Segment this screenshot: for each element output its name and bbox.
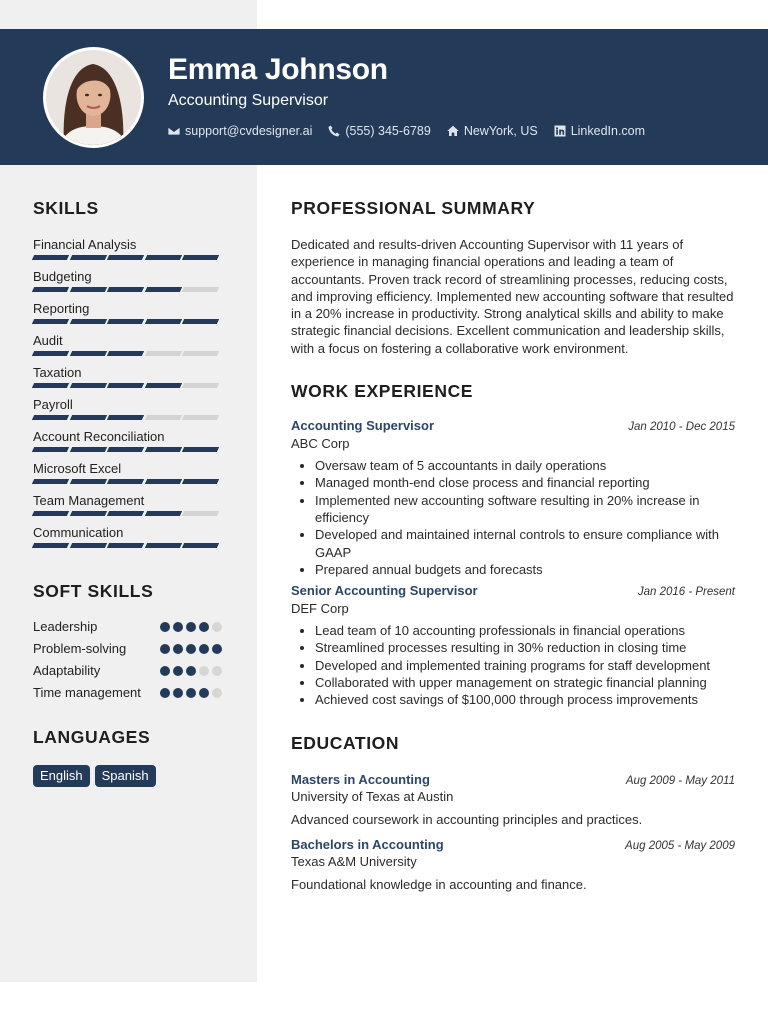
job-bullet: • Implemented new accounting software resulting in 20% increase in efficiency [315, 492, 735, 527]
job-role: Senior Accounting Supervisor [291, 583, 478, 599]
soft-skill-rating [160, 688, 222, 698]
skill-level-segment [182, 351, 219, 356]
skill-level-segment [182, 287, 219, 292]
skill-level-bar [33, 383, 223, 388]
job-entry [291, 583, 735, 708]
skill-level-bar [33, 447, 223, 452]
skill-level-segment [107, 511, 144, 516]
avatar [43, 47, 144, 148]
skill-level-segment [32, 287, 69, 292]
contact-email-text: support@cvdesigner.ai [185, 124, 313, 138]
skill-level-segment [107, 319, 144, 324]
soft-skill-item [33, 618, 223, 635]
skill-item [33, 429, 223, 461]
skill-name: Audit [33, 333, 63, 348]
skill-level-segment [144, 255, 181, 260]
rating-dot [212, 666, 222, 676]
soft-skill-item [33, 662, 223, 679]
job-bullets [291, 622, 735, 708]
skill-level-bar [33, 255, 223, 260]
resume-header [0, 29, 768, 165]
rating-dot [160, 688, 170, 698]
phone-icon [328, 125, 340, 137]
education-header [291, 772, 735, 787]
skill-level-segment [144, 511, 181, 516]
degree-dates: Aug 2009 - May 2011 [625, 774, 735, 787]
summary-text: Dedicated and results-driven Accounting Supervisor with 11 years of experience in managing financial operations and leading a team of accountants. Proven track record of streamlining processes, reducing costs, and improving efficiency. Implemented new accounting software that resulted in a 20% increase in productivity. Strong analytical skills and ability to make strategic financial decisions. Excellent communication and leadership skills, with a focus on fostering a collaborative work environment. [291, 237, 734, 356]
degree-description: Advanced coursework in accounting principles and practices. [291, 811, 643, 827]
education-section [291, 733, 735, 893]
skill-level-bar [33, 351, 223, 356]
job-bullet: • Developed and implemented training programs for staff development [315, 657, 735, 674]
skill-level-segment [69, 287, 106, 292]
rating-dot [186, 666, 196, 676]
job-header [291, 418, 735, 433]
degree-name: Bachelors in Accounting [291, 836, 444, 852]
skill-item [33, 269, 223, 301]
skill-level-segment [32, 383, 69, 388]
skill-level-segment [32, 255, 69, 260]
languages-section [33, 727, 223, 787]
rating-dot [186, 644, 196, 654]
skill-item [33, 493, 223, 525]
soft-skill-name: Time management [33, 685, 141, 700]
candidate-name: Emma Johnson [168, 53, 388, 86]
skill-level-segment [69, 255, 106, 260]
education-list [291, 772, 735, 893]
contact-location-text: NewYork, US [463, 124, 538, 138]
skill-level-bar [33, 511, 223, 516]
skill-item [33, 237, 223, 269]
skill-level-bar [33, 543, 223, 548]
skill-item [33, 333, 223, 365]
contact-linkedin[interactable] [554, 124, 645, 138]
skill-level-segment [144, 383, 181, 388]
skill-item [33, 461, 223, 493]
skill-level-bar [33, 287, 223, 292]
skill-level-segment [107, 447, 144, 452]
job-bullet: • Managed month-end close process and financial reporting [315, 474, 735, 491]
skill-level-bar [33, 319, 223, 324]
rating-dot [199, 622, 209, 632]
skill-level-bar [33, 415, 223, 420]
skill-level-segment [144, 287, 181, 292]
skill-level-bar [33, 479, 223, 484]
skill-level-segment [32, 415, 69, 420]
skills-title: SKILLS [33, 198, 99, 218]
envelope-icon [168, 125, 180, 137]
soft-skill-name: Adaptability [33, 663, 101, 678]
education-title: EDUCATION [291, 732, 400, 753]
soft-skill-name: Leadership [33, 619, 98, 634]
soft-skill-name: Problem-solving [33, 641, 127, 656]
soft-skill-rating [160, 644, 222, 654]
skill-level-segment [182, 511, 219, 516]
soft-skill-item [33, 684, 223, 701]
soft-skills-section [33, 581, 223, 701]
skill-level-segment [69, 511, 106, 516]
job-bullet: • Lead team of 10 accounting professionals in financial operations [315, 622, 735, 639]
contact-linkedin-text: LinkedIn.com [570, 124, 646, 138]
rating-dot [212, 622, 222, 632]
rating-dot [199, 688, 209, 698]
job-bullet: • Streamlined processes resulting in 30% reduction in closing time [315, 639, 735, 656]
rating-dot [186, 688, 196, 698]
sidebar [33, 198, 223, 787]
languages-list [33, 765, 223, 787]
job-dates: Jan 2010 - Dec 2015 [628, 421, 735, 434]
rating-dot [212, 644, 222, 654]
skill-level-segment [107, 543, 144, 548]
job-company: ABC Corp [291, 436, 350, 452]
rating-dot [160, 666, 170, 676]
job-bullet: • Prepared annual budgets and forecasts [315, 561, 735, 578]
skill-level-segment [32, 319, 69, 324]
skill-level-segment [182, 543, 219, 548]
profile-photo [46, 50, 141, 145]
job-bullets [291, 457, 735, 578]
job-role: Accounting Supervisor [291, 418, 435, 434]
skill-level-segment [182, 479, 219, 484]
language-badge: Spanish [95, 765, 156, 787]
language-badge: English [33, 765, 90, 787]
rating-dot [160, 644, 170, 654]
skill-level-segment [182, 447, 219, 452]
skill-level-segment [107, 287, 144, 292]
degree-dates: Aug 2005 - May 2009 [625, 839, 735, 852]
education-header [291, 837, 735, 852]
skill-level-segment [182, 255, 219, 260]
skill-level-segment [32, 447, 69, 452]
degree-description: Foundational knowledge in accounting and finance. [291, 876, 587, 892]
skill-name: Reporting [33, 301, 90, 316]
skill-level-segment [69, 319, 106, 324]
contact-email[interactable] [168, 124, 312, 138]
contact-location [447, 124, 538, 138]
soft-skill-item [33, 640, 223, 657]
candidate-title: Accounting Supervisor [168, 92, 329, 109]
rating-dot [173, 666, 183, 676]
skill-level-segment [69, 543, 106, 548]
skill-level-segment [32, 351, 69, 356]
job-company: DEF Corp [291, 601, 349, 617]
summary-title: PROFESSIONAL SUMMARY [291, 198, 536, 218]
skill-item [33, 301, 223, 333]
work-section [291, 381, 735, 709]
linkedin-icon [554, 125, 566, 137]
skill-level-segment [182, 415, 219, 420]
soft-skills-title: SOFT SKILLS [33, 581, 154, 601]
skill-level-segment [69, 383, 106, 388]
rating-dot [186, 622, 196, 632]
rating-dot [199, 644, 209, 654]
rating-dot [199, 666, 209, 676]
soft-skill-rating [160, 622, 222, 632]
skill-level-segment [107, 351, 144, 356]
degree-name: Masters in Accounting [291, 771, 430, 787]
skill-item [33, 365, 223, 397]
skill-name: Account Reconciliation [33, 429, 165, 444]
skill-name: Communication [33, 525, 124, 540]
soft-skills-list [33, 618, 223, 701]
skill-item [33, 525, 223, 557]
skill-level-segment [107, 383, 144, 388]
contact-list [168, 124, 645, 138]
skill-level-segment [144, 415, 181, 420]
skill-level-segment [107, 415, 144, 420]
job-bullet: • Achieved cost savings of $100,000 through process improvements [315, 691, 735, 708]
work-title: WORK EXPERIENCE [291, 381, 474, 402]
job-entry [291, 418, 735, 578]
skill-level-segment [69, 415, 106, 420]
school-name: University of Texas at Austin [291, 788, 454, 804]
soft-skill-rating [160, 666, 222, 676]
skill-level-segment [32, 479, 69, 484]
job-header [291, 583, 735, 598]
main-content [291, 198, 735, 893]
rating-dot [160, 622, 170, 632]
skill-level-segment [182, 319, 219, 324]
rating-dot [173, 622, 183, 632]
rating-dot [173, 688, 183, 698]
skill-level-segment [144, 479, 181, 484]
rating-dot [212, 688, 222, 698]
skill-item [33, 397, 223, 429]
skill-level-segment [107, 255, 144, 260]
skill-name: Team Management [33, 493, 145, 508]
school-name: Texas A&M University [291, 853, 417, 869]
skill-level-segment [144, 543, 181, 548]
skill-name: Taxation [33, 365, 82, 380]
skill-level-segment [144, 319, 181, 324]
job-bullet: • Developed and maintained internal controls to ensure compliance with GAAP [315, 526, 735, 561]
jobs-list [291, 418, 735, 709]
skill-level-segment [32, 511, 69, 516]
skill-level-segment [32, 543, 69, 548]
skill-level-segment [69, 447, 106, 452]
education-entry [291, 837, 735, 893]
contact-phone[interactable] [328, 124, 430, 138]
job-bullet: • Collaborated with upper management on strategic financial planning [315, 674, 735, 691]
skill-name: Budgeting [33, 269, 92, 284]
skill-level-segment [144, 447, 181, 452]
skill-name: Microsoft Excel [33, 461, 122, 476]
rating-dot [173, 644, 183, 654]
skill-name: Financial Analysis [33, 237, 137, 252]
job-dates: Jan 2016 - Present [637, 586, 735, 599]
skill-level-segment [182, 383, 219, 388]
home-icon [447, 125, 459, 137]
education-entry [291, 772, 735, 828]
skill-level-segment [69, 351, 106, 356]
skill-name: Payroll [33, 397, 73, 412]
skills-list [33, 237, 223, 557]
languages-title: LANGUAGES [33, 727, 151, 747]
contact-phone-text: (555) 345-6789 [345, 124, 431, 138]
skill-level-segment [144, 351, 181, 356]
job-bullet: • Oversaw team of 5 accountants in daily operations [315, 457, 735, 474]
skill-level-segment [69, 479, 106, 484]
skill-level-segment [107, 479, 144, 484]
